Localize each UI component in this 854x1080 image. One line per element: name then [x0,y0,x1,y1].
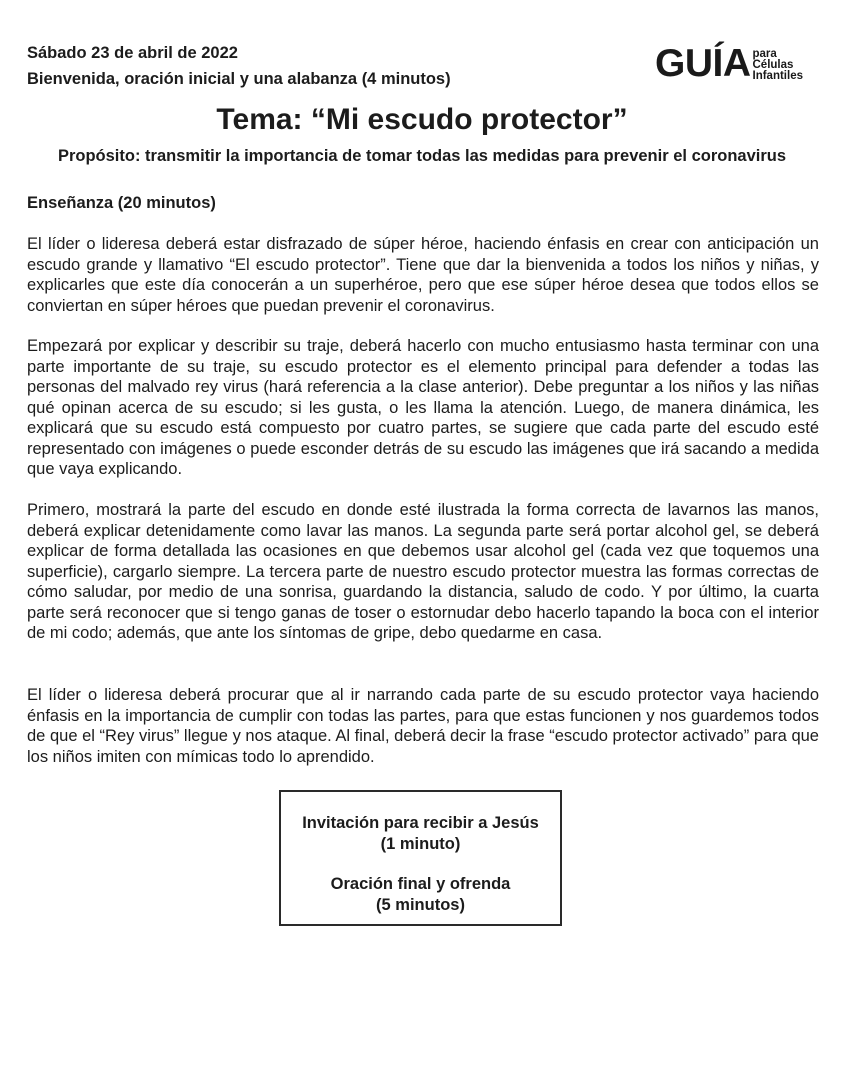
final-prayer-label: Oración final y ofrenda [330,875,511,893]
session-date: Sábado 23 de abril de 2022 [27,44,238,62]
teaching-paragraph: El líder o lideresa deberá estar disfrazado de súper héroe, haciendo énfasis en crear con anticipación un escudo grande y llamativo “El escudo protector”. Tiene que dar la bienvenida a todos los niños y niñas, y explicarles que este día conocerán a un superhéroe, pero que ese súper héroe desea que todos ellos se conviertan en súper héroes que puedan prevenir el coronavirus. [27,235,819,315]
guia-logo [655,44,803,84]
logo-sub-line: para [752,48,777,60]
teaching-paragraph: Empezará por explicar y describir su traje, deberá hacerlo con mucho entusiasmo hasta terminar con una parte importante de su traje, su escudo protector es el elemento principal para defender a todas las personas del malvado rey virus (hará referencia a la clase anterior). Debe preguntar a los niños y las niñas qué opinan acerca de su escudo; si les gusta, o les llama la atención. Luego, de manera dinámica, les explicará que su escudo está compuesto por cuatro partes, se sugiere que cada parte del escudo esté representado con imágenes o puede esconder detrás de su escudo las imágenes que irá sacando a medida que vaya explicando. [27,337,819,478]
teaching-paragraph: Primero, mostrará la parte del escudo en donde esté ilustrada la forma correcta de lavarnos las manos, deberá explicar detenidamente como lavar las manos. La segunda parte será portar alcohol gel, se deberá explicar de forma detallada las ocasiones en que debemos usar alcohol gel (cada vez que toquemos una superficie), cargarlo siempre. La tercera parte de nuestro escudo protector muestra las formas correctas de cómo saludar, por medio de una sonrisa, guardando la distancia, saludo de codo. Y por último, la cuarta parte será reconocer que si tengo ganas de toser o estornudar debo hacerlo tapando la boca con el interior de mi codo; además, que ante los síntomas de gripe, debo quedarme en casa. [27,501,819,642]
invitation-label: Invitación para recibir a Jesús [302,814,539,832]
teaching-paragraph: El líder o lideresa deberá procurar que al ir narrando cada parte de su escudo protector vaya haciendo énfasis en la importancia de cumplir con todas las partes, para que estas funcionen y nos guardemos todos de que el “Rey virus” llegue y nos ataque. Al final, deberá decir la frase “escudo protector activado” para que los niños imiten con mímicas todo lo aprendido. [27,686,819,766]
teaching-heading: Enseñanza (20 minutos) [27,194,216,212]
header-info [27,40,451,92]
logo-subtitle [753,49,803,82]
closing-activities-box [279,790,562,926]
logo-word: GUÍA [655,42,751,85]
page-title: Tema: “Mi escudo protector” [216,103,628,136]
opening-activity: Bienvenida, oración inicial y una alabanza (4 minutos) [27,70,451,88]
invitation-duration: (1 minuto) [380,834,461,853]
logo-sub-line: Células [752,59,794,71]
purpose-statement: Propósito: transmitir la importancia de tomar todas las medidas para prevenir el coronavirus [57,147,787,165]
logo-sub-line: Infantiles [752,70,803,82]
final-prayer-duration: (5 minutos) [376,895,465,914]
